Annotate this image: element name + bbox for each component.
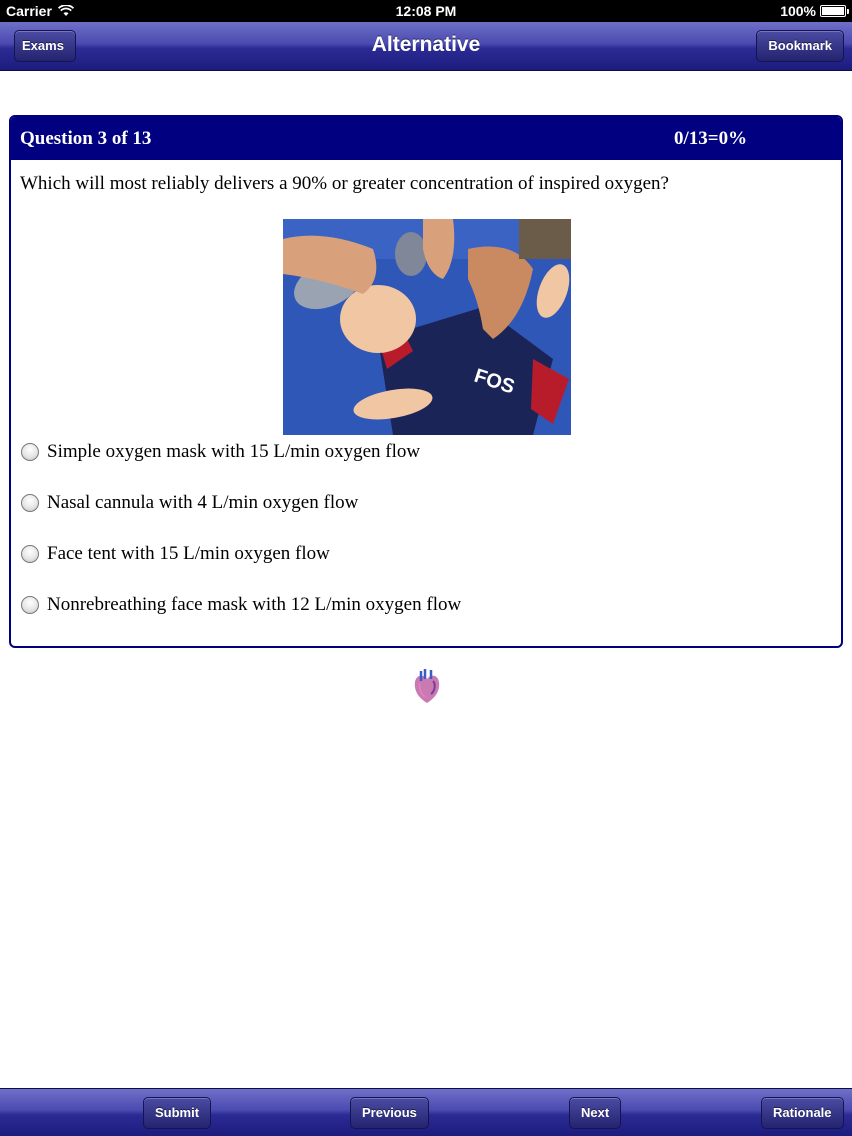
bottom-toolbar <box>0 1088 852 1136</box>
answer-option-2[interactable] <box>21 492 358 514</box>
answer-option-2-label: Nasal cannula with 4 L/min oxygen flow <box>47 492 359 513</box>
radio-button-3[interactable] <box>21 545 39 563</box>
heart-anatomy-icon <box>411 669 443 705</box>
bookmark-button[interactable]: Bookmark <box>756 30 844 62</box>
navigation-bar <box>0 22 852 71</box>
submit-button[interactable]: Submit <box>143 1097 211 1129</box>
radio-button-4[interactable] <box>21 596 39 614</box>
answer-option-3[interactable] <box>21 543 330 565</box>
battery-percent: 100% <box>780 3 816 19</box>
question-counter: Question 3 of 13 <box>20 128 152 149</box>
rationale-button[interactable]: Rationale <box>761 1097 844 1129</box>
infant-cpr-photo-icon <box>283 219 571 435</box>
exams-back-label: Exams <box>22 38 64 53</box>
battery-icon <box>820 5 846 17</box>
answer-option-4[interactable] <box>21 594 461 616</box>
carrier-label: Carrier <box>6 3 52 19</box>
svg-text:FOS: FOS <box>471 364 518 399</box>
answer-option-1-label: Simple oxygen mask with 15 L/min oxygen flow <box>47 441 421 462</box>
battery-info <box>780 3 846 19</box>
answer-option-4-label: Nonrebreathing face mask with 12 L/min oxygen flow <box>47 594 462 615</box>
radio-button-1[interactable] <box>21 443 39 461</box>
previous-button[interactable]: Previous <box>350 1097 429 1129</box>
answer-option-3-label: Face tent with 15 L/min oxygen flow <box>47 543 330 564</box>
page-title: Alternative <box>371 33 481 56</box>
question-image <box>283 219 571 435</box>
score-display: 0/13=0% <box>674 128 748 149</box>
radio-button-2[interactable] <box>21 494 39 512</box>
question-header <box>11 117 841 160</box>
answer-option-1[interactable] <box>21 441 420 463</box>
question-text: Which will most reliably delivers a 90% or greater concentration of inspired oxygen? <box>20 173 669 194</box>
status-bar <box>0 0 852 22</box>
next-button[interactable]: Next <box>569 1097 621 1129</box>
question-card <box>9 115 843 648</box>
status-time: 12:08 PM <box>395 3 457 19</box>
